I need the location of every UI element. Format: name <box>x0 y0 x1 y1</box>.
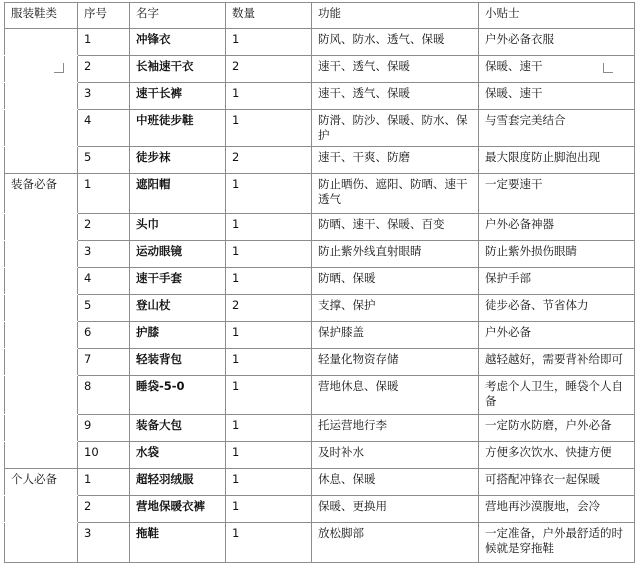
table-row <box>5 523 635 563</box>
table-row <box>5 241 635 268</box>
number-cell: 1 <box>78 174 130 214</box>
number-cell: 3 <box>78 83 130 110</box>
tip-cell: 保暖、速干 <box>479 83 635 110</box>
category-cell: 装备必备 <box>5 174 78 214</box>
tip-cell: 保护手部 <box>479 268 635 295</box>
category-cell <box>5 29 78 56</box>
function-cell: 保护膝盖 <box>312 322 479 349</box>
name-cell: 徒步袜 <box>130 147 226 174</box>
quantity-cell: 1 <box>226 322 312 349</box>
name-cell: 超轻羽绒服 <box>130 469 226 496</box>
tip-cell: 徒步必备、节省体力 <box>479 295 635 322</box>
function-cell: 放松脚部 <box>312 523 479 563</box>
number-cell: 2 <box>78 496 130 523</box>
table-row <box>5 469 635 496</box>
function-cell: 保暖、更换用 <box>312 496 479 523</box>
category-cell: 个人必备 <box>5 469 78 496</box>
quantity-cell: 1 <box>226 496 312 523</box>
quantity-cell: 1 <box>226 415 312 442</box>
name-cell: 装备大包 <box>130 415 226 442</box>
name-cell: 遮阳帽 <box>130 174 226 214</box>
name-cell: 睡袋-5-0 <box>130 376 226 415</box>
number-cell: 1 <box>78 29 130 56</box>
table-row <box>5 214 635 241</box>
category-cell <box>5 110 78 147</box>
number-cell: 2 <box>78 56 130 83</box>
name-cell: 拖鞋 <box>130 523 226 563</box>
table-row <box>5 295 635 322</box>
name-cell: 轻装背包 <box>130 349 226 376</box>
category-cell <box>5 295 78 322</box>
category-cell <box>5 214 78 241</box>
table-row <box>5 349 635 376</box>
quantity-cell: 1 <box>226 110 312 147</box>
category-cell <box>5 56 78 83</box>
function-cell: 休息、保暖 <box>312 469 479 496</box>
function-cell: 速干、透气、保暖 <box>312 83 479 110</box>
quantity-cell: 1 <box>226 442 312 469</box>
table-row <box>5 83 635 110</box>
tip-cell: 防止紫外损伤眼睛 <box>479 241 635 268</box>
tip-cell: 保暖、速干 <box>479 56 635 83</box>
table-row <box>5 29 635 56</box>
number-cell: 1 <box>78 469 130 496</box>
header-tip: 小贴士 <box>479 3 635 29</box>
quantity-cell: 1 <box>226 174 312 214</box>
number-cell: 10 <box>78 442 130 469</box>
function-cell: 支撑、保护 <box>312 295 479 322</box>
table-row <box>5 147 635 174</box>
name-cell: 速干长裤 <box>130 83 226 110</box>
tip-cell: 考虑个人卫生，睡袋个人自备 <box>479 376 635 415</box>
quantity-cell: 1 <box>226 469 312 496</box>
tip-cell: 方便多次饮水、快捷方便 <box>479 442 635 469</box>
number-cell: 3 <box>78 241 130 268</box>
tip-cell: 户外必备神器 <box>479 214 635 241</box>
table-row <box>5 442 635 469</box>
tip-cell: 与雪套完美结合 <box>479 110 635 147</box>
table-row <box>5 376 635 415</box>
table-row <box>5 415 635 442</box>
tip-cell: 越轻越好，需要背补给即可 <box>479 349 635 376</box>
category-cell <box>5 241 78 268</box>
function-cell: 防止紫外线直射眼睛 <box>312 241 479 268</box>
table-row <box>5 174 635 214</box>
category-cell <box>5 268 78 295</box>
number-cell: 2 <box>78 214 130 241</box>
name-cell: 营地保暖衣裤 <box>130 496 226 523</box>
function-cell: 防晒、速干、保暖、百变 <box>312 214 479 241</box>
category-cell <box>5 349 78 376</box>
tip-cell: 户外必备 <box>479 322 635 349</box>
quantity-cell: 1 <box>226 214 312 241</box>
quantity-cell: 2 <box>226 147 312 174</box>
name-cell: 速干手套 <box>130 268 226 295</box>
quantity-cell: 1 <box>226 268 312 295</box>
number-cell: 6 <box>78 322 130 349</box>
tip-cell: 营地再沙漠腹地，会冷 <box>479 496 635 523</box>
category-cell <box>5 415 78 442</box>
header-function: 功能 <box>312 3 479 29</box>
table-row <box>5 496 635 523</box>
function-cell: 防晒、保暖 <box>312 268 479 295</box>
function-cell: 防风、防水、透气、保暖 <box>312 29 479 56</box>
table-row <box>5 110 635 147</box>
function-cell: 及时补水 <box>312 442 479 469</box>
tip-cell: 一定防水防磨，户外必备 <box>479 415 635 442</box>
category-cell <box>5 523 78 563</box>
name-cell: 运动眼镜 <box>130 241 226 268</box>
number-cell: 8 <box>78 376 130 415</box>
function-cell: 速干、透气、保暖 <box>312 56 479 83</box>
category-cell <box>5 83 78 110</box>
quantity-cell: 1 <box>226 29 312 56</box>
quantity-cell: 2 <box>226 295 312 322</box>
tip-cell: 最大限度防止脚泡出现 <box>479 147 635 174</box>
name-cell: 长袖速干衣 <box>130 56 226 83</box>
quantity-cell: 1 <box>226 523 312 563</box>
header-number: 序号 <box>78 3 130 29</box>
table-row <box>5 268 635 295</box>
name-cell: 登山杖 <box>130 295 226 322</box>
number-cell: 4 <box>78 268 130 295</box>
name-cell: 中班徒步鞋 <box>130 110 226 147</box>
tip-cell: 一定准备，户外最舒适的时候就是穿拖鞋 <box>479 523 635 563</box>
function-cell: 营地休息、保暖 <box>312 376 479 415</box>
category-cell <box>5 496 78 523</box>
function-cell: 防滑、防沙、保暖、防水、保护 <box>312 110 479 147</box>
name-cell: 冲锋衣 <box>130 29 226 56</box>
category-cell <box>5 147 78 174</box>
header-row <box>5 3 635 29</box>
tip-cell: 户外必备衣服 <box>479 29 635 56</box>
number-cell: 9 <box>78 415 130 442</box>
table-row <box>5 322 635 349</box>
number-cell: 4 <box>78 110 130 147</box>
function-cell: 托运营地行李 <box>312 415 479 442</box>
function-cell: 防止晒伤、遮阳、防晒、速干透气 <box>312 174 479 214</box>
gear-checklist-table <box>4 2 635 563</box>
quantity-cell: 1 <box>226 376 312 415</box>
name-cell: 水袋 <box>130 442 226 469</box>
name-cell: 头巾 <box>130 214 226 241</box>
quantity-cell: 1 <box>226 83 312 110</box>
function-cell: 速干、干爽、防磨 <box>312 147 479 174</box>
header-name: 名字 <box>130 3 226 29</box>
category-cell <box>5 376 78 415</box>
quantity-cell: 1 <box>226 241 312 268</box>
quantity-cell: 1 <box>226 349 312 376</box>
tip-cell: 可搭配冲锋衣一起保暖 <box>479 469 635 496</box>
number-cell: 3 <box>78 523 130 563</box>
number-cell: 5 <box>78 147 130 174</box>
category-cell <box>5 442 78 469</box>
header-category: 服装鞋类 <box>5 3 78 29</box>
number-cell: 7 <box>78 349 130 376</box>
function-cell: 轻量化物资存储 <box>312 349 479 376</box>
category-cell <box>5 322 78 349</box>
name-cell: 护膝 <box>130 322 226 349</box>
header-quantity: 数量 <box>226 3 312 29</box>
number-cell: 5 <box>78 295 130 322</box>
quantity-cell: 2 <box>226 56 312 83</box>
tip-cell: 一定要速干 <box>479 174 635 214</box>
table-row <box>5 56 635 83</box>
